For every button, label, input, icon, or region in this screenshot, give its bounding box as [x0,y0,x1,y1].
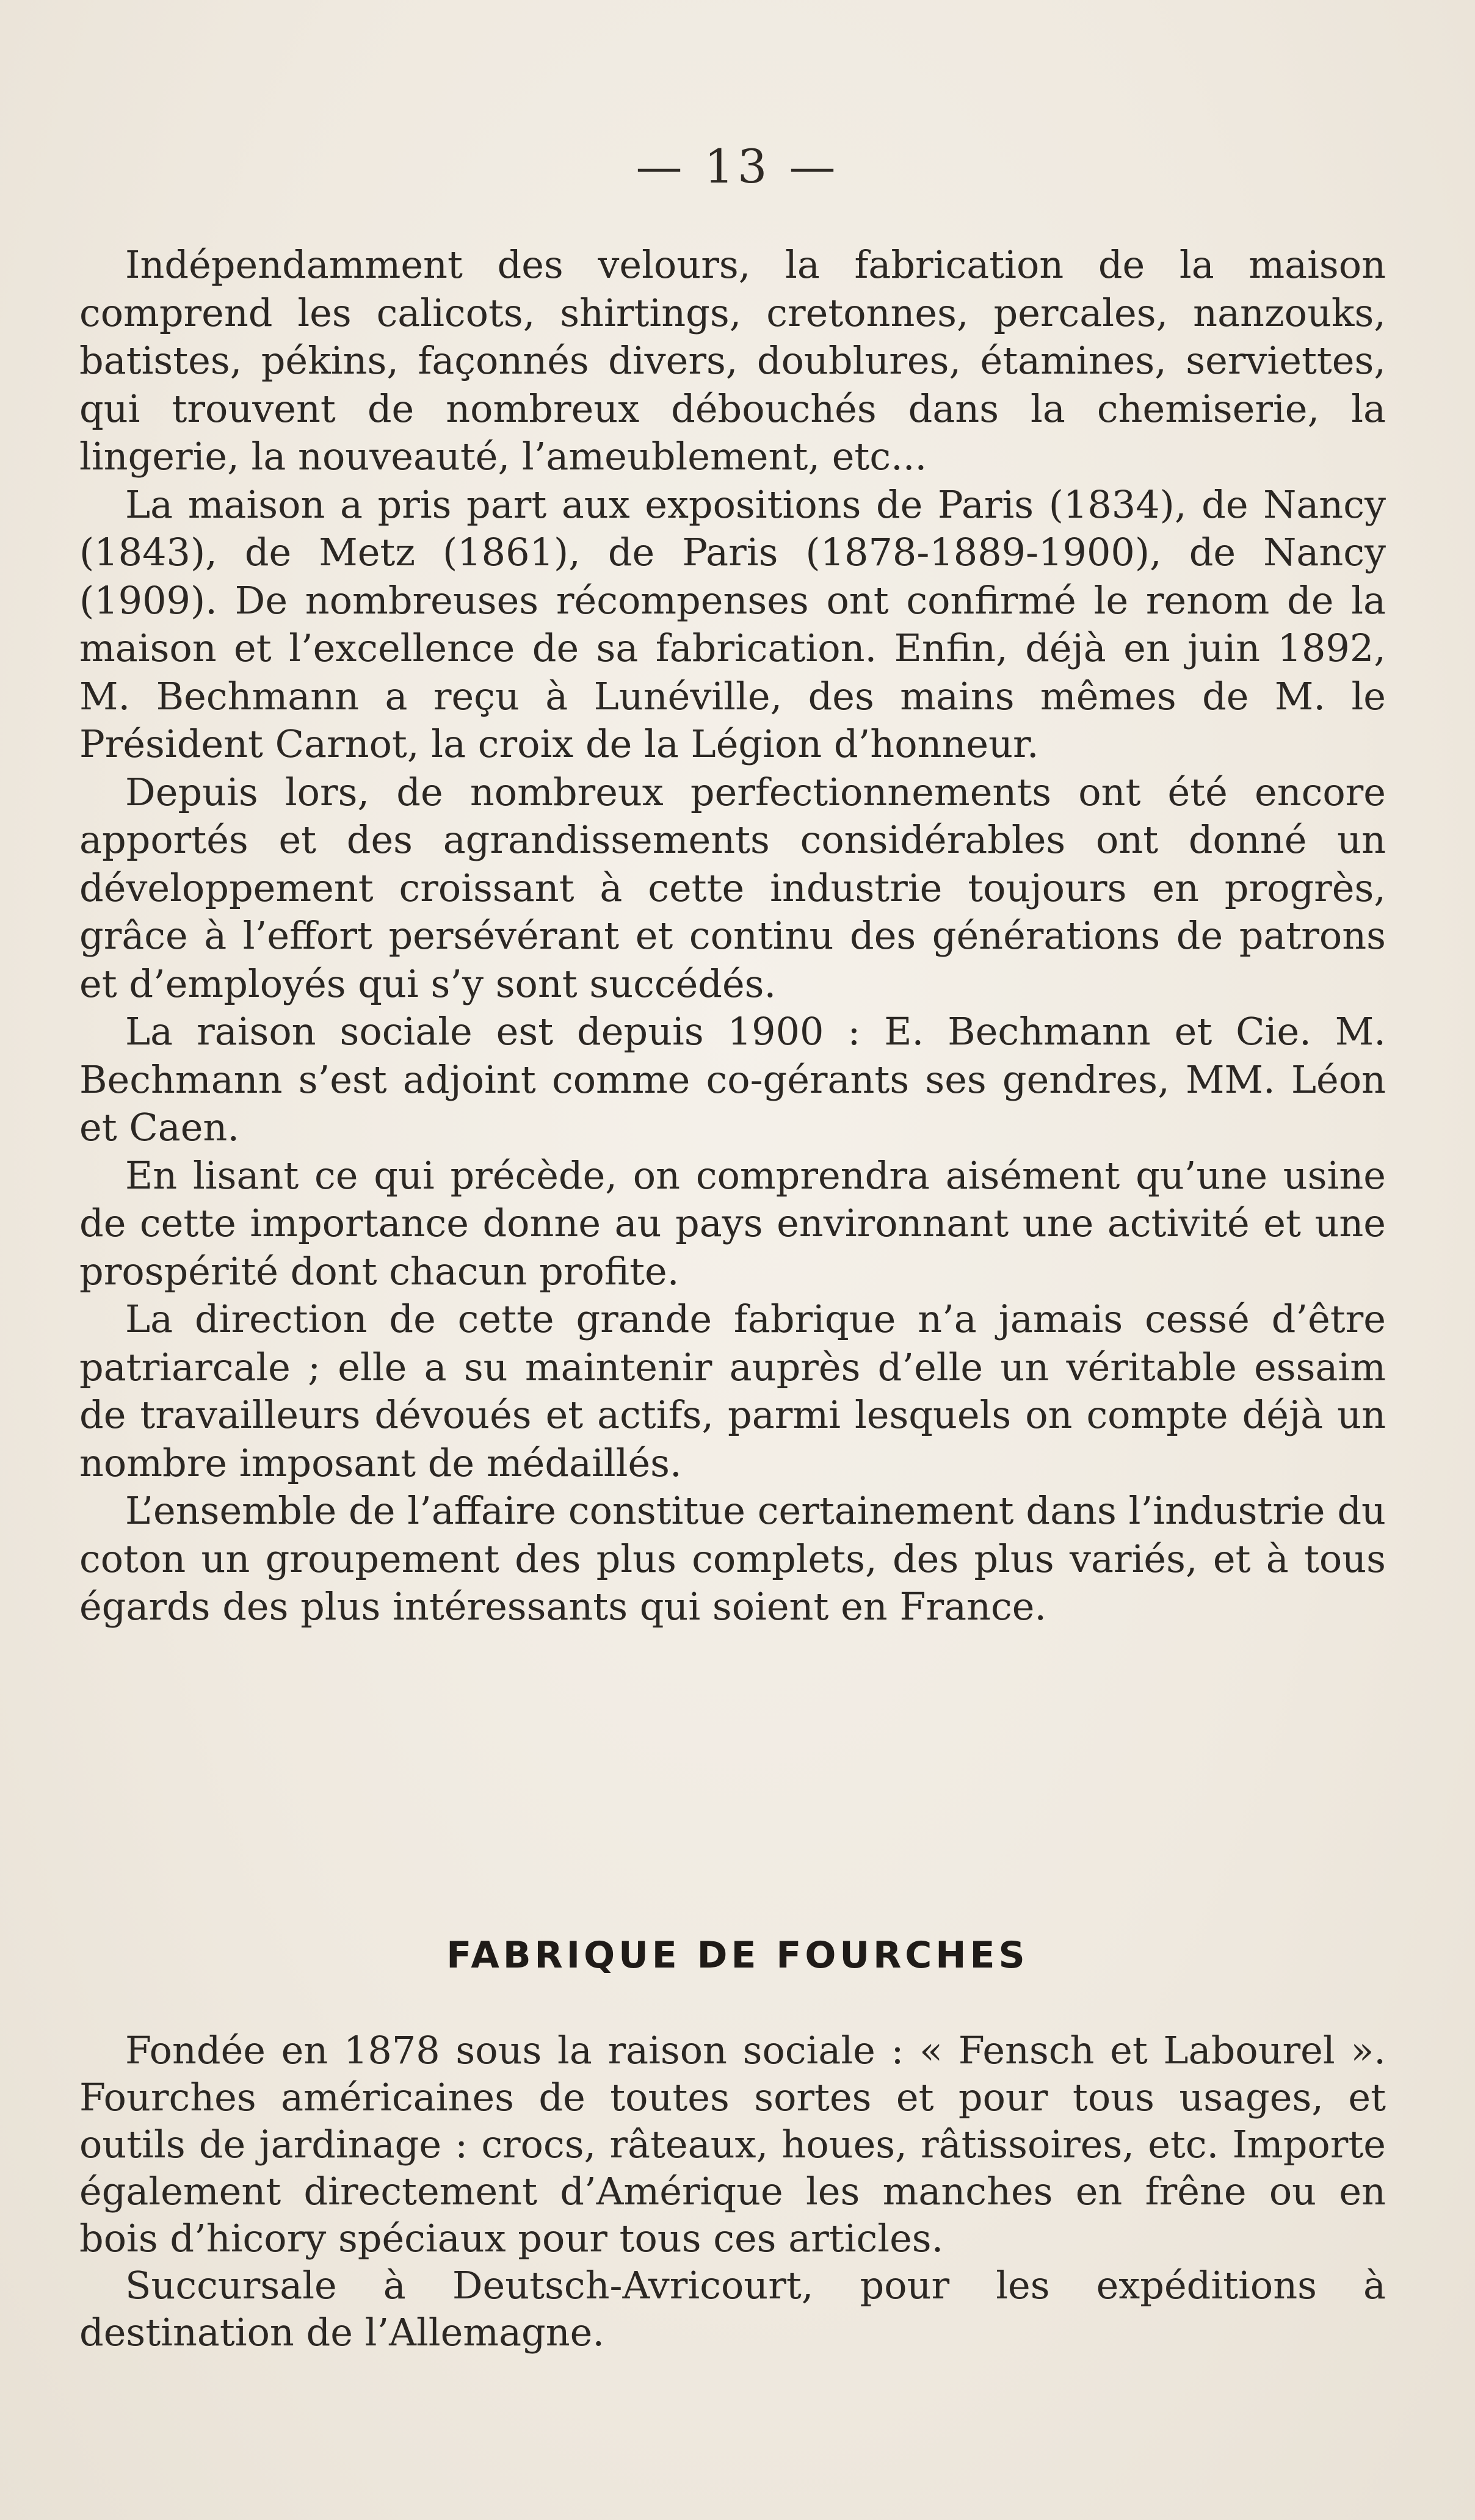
fourches-text [79,2027,1386,2356]
paragraph-fondee: Fondée en 1878 sous la raison sociale : « Fensch et Labourel ». Fourches américaines de toutes sortes et pour tous usages, et outils de jardinage : crocs, râteaux, houes, râtissoires, etc. Importe également directement d’Amérique les manches en frêne ou en bois d’hicory spéciaux pour tous ces articles. [79,2028,1386,2261]
paragraph-fabrication: Indépendamment des velours, la fabrication de la maison comprend les calicots, shirtings, cretonnes, percales, nanzouks, batistes, pékins, façonnés divers, doublures, étamines, serviettes, qui trouvent de nombreux débouchés dans la chemiserie, la lingerie, la nouveauté, l’ameublement, etc... [79,242,1386,479]
page-number: — 13 — [636,139,839,194]
paragraph-raison-sociale: La raison sociale est depuis 1900 : E. Bechmann et Cie. M. Bechmann s’est adjoint comme co-gérants ses gendres, MM. Léon et Caen. [79,1009,1386,1150]
paragraph-importance: En lisant ce qui précède, on comprendra aisément qu’une usine de cette importance donne au pays environnant une activité et une prospérité dont chacun profite. [79,1153,1386,1294]
paragraph-perfectionnements: Depuis lors, de nombreux perfectionnements ont été encore apportés et des agrandissements considérables ont donné un développement croissant à cette industrie toujours en progrès, grâce à l’effort persévérant et continu des générations de patrons et d’employés qui s’y sont succédés. [79,769,1386,1006]
paragraph-ensemble: L’ensemble de l’affaire constitue certainement dans l’industrie du coton un groupement des plus complets, des plus variés, et à tous égards des plus intéressants qui soient en France. [79,1488,1386,1629]
section-heading: FABRIQUE DE FOURCHES [446,1934,1029,1977]
paragraph-direction: La direction de cette grande fabrique n’a jamais cessé d’être patriarcale ; elle a su maintenir auprès d’elle un véritable essaim de travailleurs dévoués et actifs, parmi lesquels on compte déjà un nombre imposant de médaillés. [79,1297,1386,1485]
main-text [79,241,1386,1631]
paragraph-expositions: La maison a pris part aux expositions de Paris (1834), de Nancy (1843), de Metz (1861), de Paris (1878-1889-1900), de Nancy (1909). De nombreuses récompenses ont confirmé le renom de la maison et l’excellence de sa fabrication. Enfin, déjà en juin 1892, M. Bechmann a reçu à Lunéville, des mains mêmes de M. le Président Carnot, la croix de la Légion d’honneur. [79,482,1386,766]
paragraph-succursale: Succursale à Deutsch-Avricourt, pour les expéditions à destination de l’Allemagne. [79,2263,1386,2355]
